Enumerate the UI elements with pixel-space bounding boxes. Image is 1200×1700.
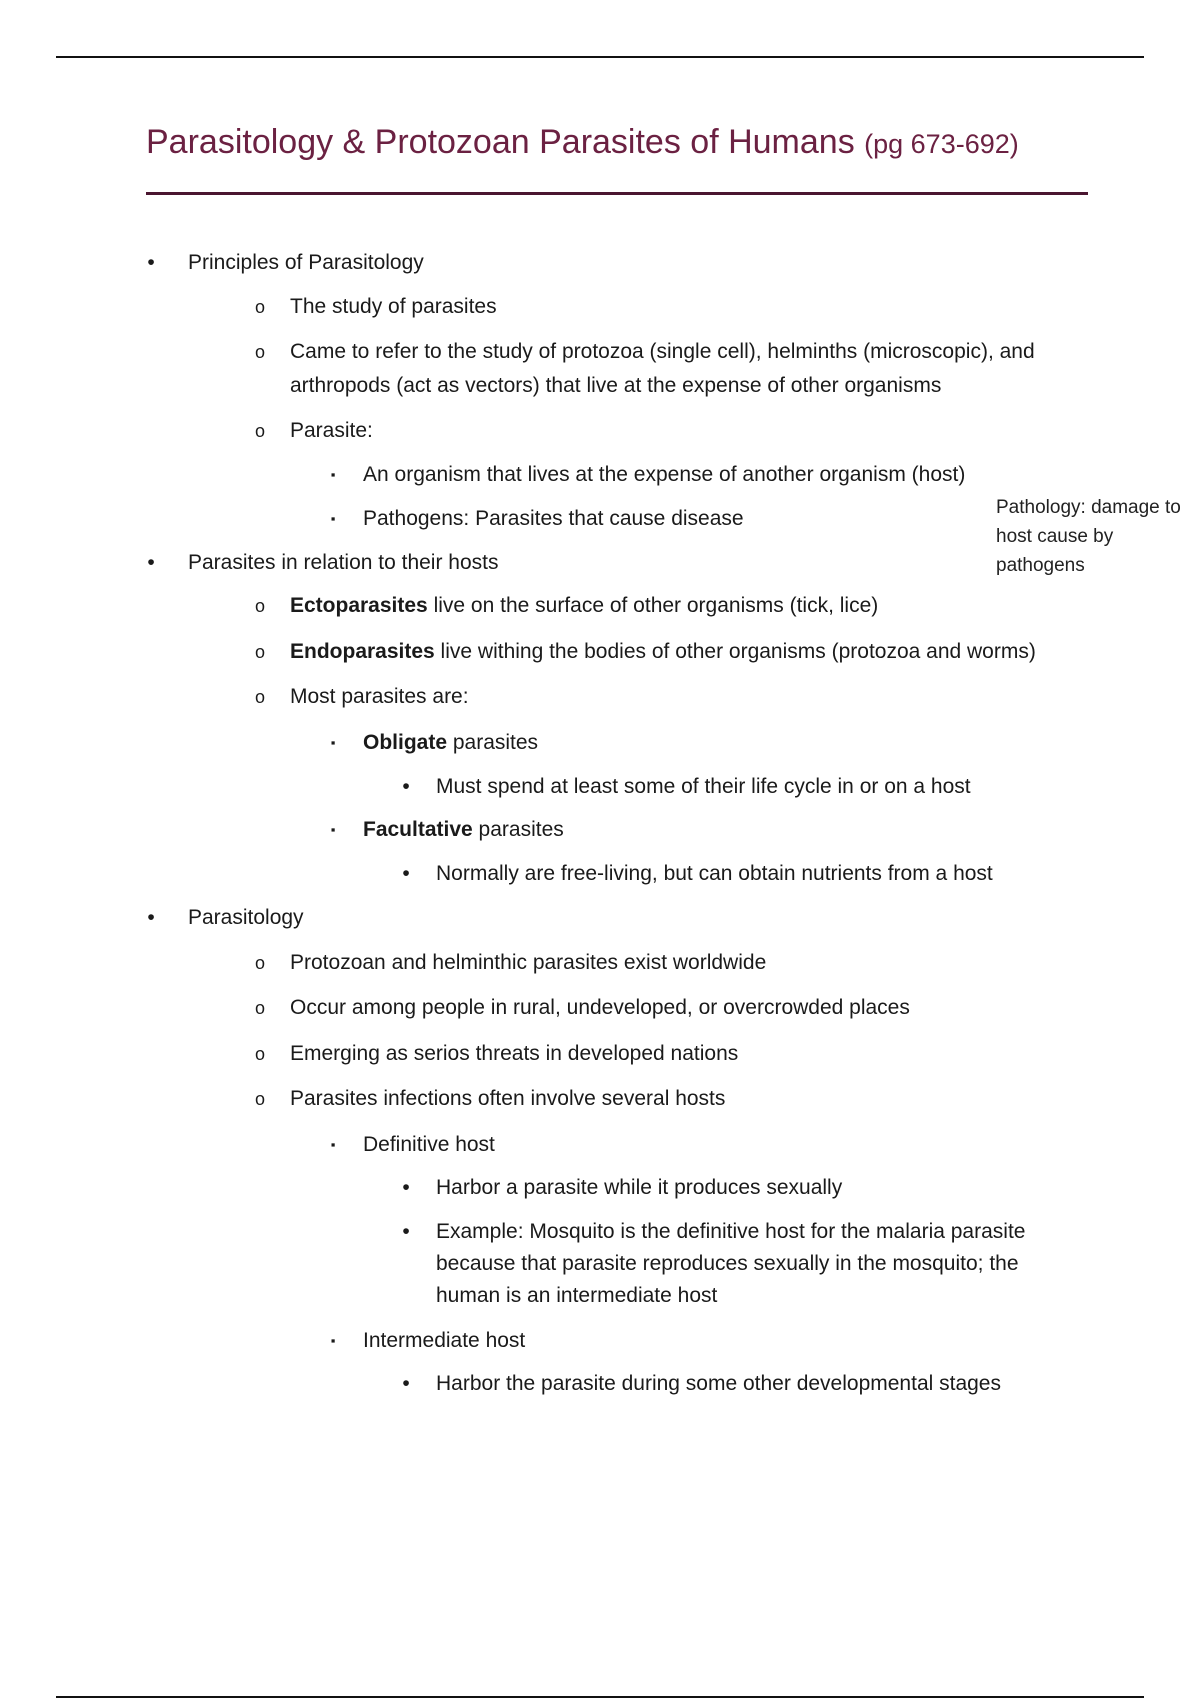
circle-marker: o (254, 687, 265, 707)
list-item-text: Harbor a parasite while it produces sexually (436, 1176, 843, 1199)
square-marker: ▪ (330, 822, 336, 837)
list-item-facultative-detail (402, 858, 993, 890)
bullet-marker: • (402, 1176, 410, 1199)
list-item-text: Principles of Parasitology (188, 251, 424, 274)
list-item-text: Parasite: (290, 419, 373, 442)
list-item-ectoparasites (254, 590, 879, 622)
list-item-text: The study of parasites (290, 295, 497, 318)
list-item-text: Emerging as serios threats in developed nations (290, 1042, 739, 1065)
comment-line: host cause by (996, 526, 1114, 547)
list-item-text: Occur among people in rural, undeveloped, or overcrowded places (290, 996, 910, 1019)
circle-marker: o (254, 297, 265, 317)
list-item-text-line2: because that parasite reproduces sexually in the mosquito; the (436, 1252, 1019, 1275)
list-item-parasite-definition (330, 459, 966, 491)
list-item-text: Protozoan and helminthic parasites exist worldwide (290, 951, 767, 974)
list-item-text: live on the surface of other organisms (tick, lice) (427, 594, 879, 617)
bullet-marker: • (402, 1220, 410, 1243)
term-facultative: Facultative (363, 818, 473, 841)
list-item-relation (147, 547, 499, 579)
term-obligate: Obligate (363, 731, 448, 754)
list-item-definitive-host (330, 1129, 495, 1161)
list-item-came-to-refer-continued (290, 370, 941, 402)
list-item-example-continued (436, 1248, 1019, 1280)
circle-marker: o (254, 342, 265, 362)
square-marker: ▪ (330, 1333, 336, 1348)
title-main: Parasitology & Protozoan Parasites of Humans (146, 123, 855, 161)
list-item-study (254, 291, 497, 323)
list-item-text: Harbor the parasite during some other developmental stages (436, 1372, 1001, 1395)
list-item-text-line1: Came to refer to the study of protozoa (single cell), helminths (microscopic), and (290, 340, 1035, 363)
list-item-principles (147, 247, 424, 279)
list-item-emerging (254, 1038, 739, 1070)
title-page-range: (pg 673-692) (864, 129, 1019, 159)
list-item-text-line2: arthropods (act as vectors) that live at the expense of other organisms (290, 374, 942, 397)
list-item-obligate (330, 727, 539, 759)
list-item-example-continued (436, 1280, 717, 1312)
list-item-parasitology (147, 902, 304, 934)
list-item-occur (254, 992, 910, 1024)
list-item-text: Most parasites are: (290, 685, 469, 708)
square-marker: ▪ (330, 467, 336, 482)
list-item-text: Definitive host (363, 1133, 495, 1156)
list-item-text: An organism that lives at the expense of another organism (host) (363, 463, 966, 486)
list-item-text: Intermediate host (363, 1329, 526, 1352)
bullet-marker: • (147, 551, 155, 574)
circle-marker: o (254, 1089, 265, 1109)
list-item-obligate-detail (402, 771, 971, 803)
circle-marker: o (254, 1044, 265, 1064)
list-item-text: live withing the bodies of other organisms (protozoa and worms) (434, 640, 1036, 663)
comment-line: pathogens (996, 555, 1085, 576)
list-item-text: Parasitology (188, 906, 304, 929)
list-item-text: Parasites in relation to their hosts (188, 551, 499, 574)
list-item-several-hosts (254, 1083, 726, 1115)
term-endoparasites: Endoparasites (290, 640, 435, 663)
list-item-definitive-harbor (402, 1172, 843, 1204)
list-item-text: parasites (472, 818, 564, 841)
list-item-text-line3: human is an intermediate host (436, 1284, 718, 1307)
list-item-worldwide (254, 947, 767, 979)
list-item-intermediate-harbor (402, 1368, 1001, 1400)
term-ectoparasites: Ectoparasites (290, 594, 428, 617)
circle-marker: o (254, 421, 265, 441)
list-item-came-to-refer (254, 336, 1035, 368)
bullet-marker: • (402, 862, 410, 885)
circle-marker: o (254, 998, 265, 1018)
list-item-intermediate-host (330, 1325, 526, 1357)
square-marker: ▪ (330, 1137, 336, 1152)
list-item-facultative (330, 814, 564, 846)
list-item-endoparasites (254, 636, 1036, 668)
square-marker: ▪ (330, 735, 336, 750)
bullet-marker: • (147, 906, 155, 929)
page-bottom-rule (56, 1696, 1144, 1698)
list-item-pathogens (330, 503, 744, 535)
circle-marker: o (254, 642, 265, 662)
list-item-text: Must spend at least some of their life cycle in or on a host (436, 775, 971, 798)
bullet-marker: • (147, 251, 155, 274)
list-item-example (402, 1216, 1026, 1248)
square-marker: ▪ (330, 511, 336, 526)
list-item-text: Parasites infections often involve several hosts (290, 1087, 726, 1110)
list-item-text: Normally are free-living, but can obtain nutrients from a host (436, 862, 993, 885)
circle-marker: o (254, 953, 265, 973)
bullet-marker: • (402, 775, 410, 798)
list-item-text: Pathogens: Parasites that cause disease (363, 507, 744, 530)
list-item-parasite (254, 415, 373, 447)
list-item-text: parasites (447, 731, 539, 754)
margin-comment (996, 493, 1196, 580)
list-item-text-line1: Example: Mosquito is the definitive host for the malaria parasite (436, 1220, 1026, 1243)
circle-marker: o (254, 596, 265, 616)
bullet-marker: • (402, 1372, 410, 1395)
comment-line: Pathology: damage to (996, 497, 1181, 518)
list-item-most-parasites (254, 681, 469, 713)
